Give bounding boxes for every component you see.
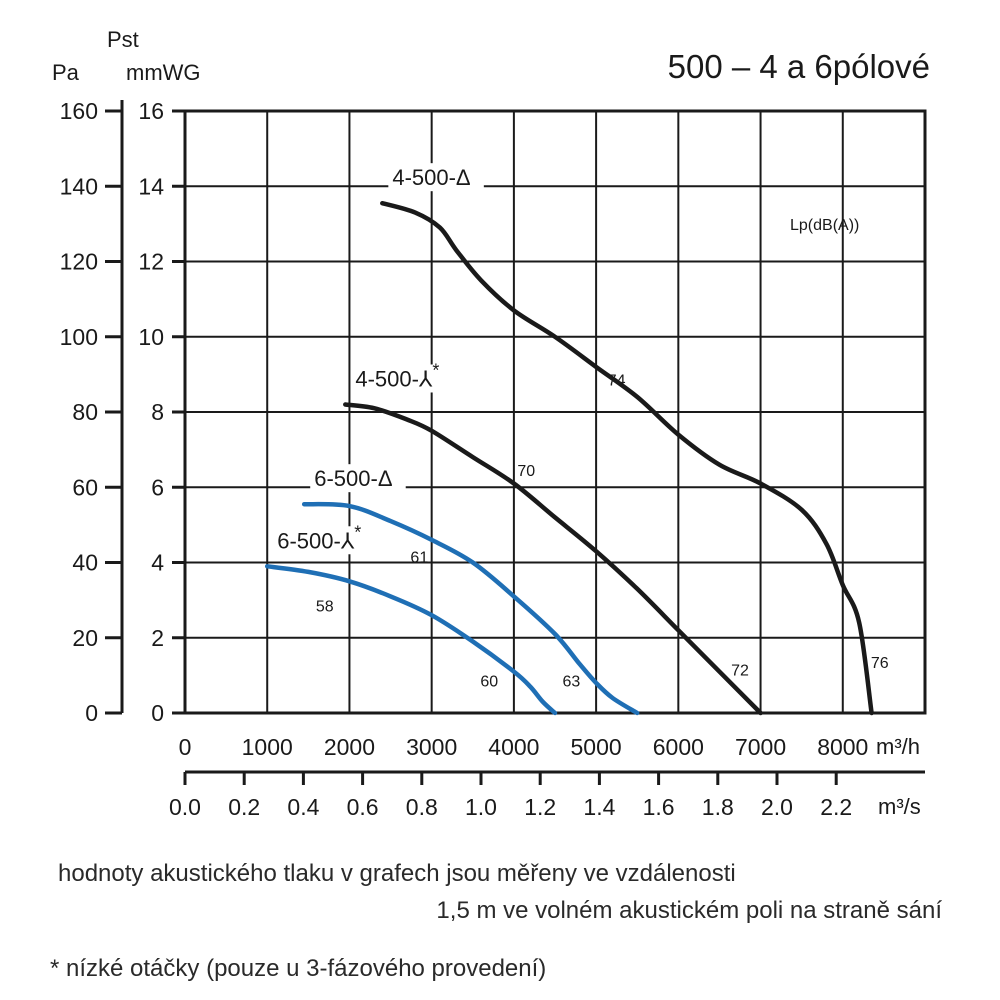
x2-tick-label: 2.0 (761, 794, 793, 820)
y-tick-label-mmwg: 2 (151, 624, 164, 651)
y-tick-label-pa: 160 (59, 98, 98, 124)
curve-label-3: 6-500-Δ (314, 466, 393, 492)
chart-title: 500 – 4 a 6pólové (667, 48, 930, 85)
x2-tick-label: 1.4 (583, 794, 616, 820)
note-line-2: 1,5 m ve volném akustickém poli na straně sání (436, 897, 942, 924)
x2-unit-m3s: m³/s (878, 794, 921, 819)
y-tick-label-mmwg: 0 (151, 700, 164, 726)
footnote: * nízké otáčky (pouze u 3-fázového provedení) (50, 955, 547, 982)
y-tick-label-pa: 60 (72, 474, 98, 501)
x2-tick-label: 1.0 (465, 794, 497, 820)
y-tick-label-pa: 0 (85, 700, 98, 726)
noise-level-label: 72 (731, 662, 749, 680)
y-tick-label-pa: 100 (59, 323, 98, 350)
low-speed-marker: * (354, 522, 362, 543)
y-tick-label-pa: 80 (72, 399, 98, 425)
series-group (267, 203, 871, 713)
y-unit-pa: Pa (52, 60, 79, 85)
x-tick-label: 0 (178, 734, 192, 760)
x-tick-label: 4000 (488, 734, 540, 760)
y-tick-label-mmwg: 4 (151, 549, 164, 576)
x-tick-label: 8000 (817, 734, 869, 760)
low-speed-marker: * (432, 360, 440, 381)
noise-level-label: 60 (480, 673, 499, 691)
curve-label-4: 6-500-⅄* (277, 522, 362, 554)
x-tick-label: 6000 (652, 734, 704, 760)
x-tick-label: 2000 (323, 734, 376, 760)
y-tick-label-pa: 40 (72, 549, 98, 576)
x2-tick-label: 2.2 (820, 794, 853, 820)
noise-level-label: 61 (410, 549, 429, 567)
y-tick-label-mmwg: 14 (138, 173, 164, 200)
curve-label-1: 4-500-Δ (392, 165, 471, 191)
x2-tick-label: 1.8 (701, 794, 734, 820)
noise-level-label: 63 (562, 673, 581, 691)
series-line-1 (382, 203, 871, 713)
x2-tick-label: 0.6 (346, 794, 379, 820)
x2-tick-label: 0.0 (169, 794, 201, 820)
x2-tick-label: 0.8 (405, 794, 438, 820)
noise-level-label: 58 (315, 598, 334, 616)
x-tick-label: 1000 (241, 734, 293, 760)
noise-level-label: 76 (870, 654, 889, 672)
noise-level-label: 74 (607, 372, 626, 390)
noise-level-label: 70 (517, 462, 536, 480)
curve-labels (273, 163, 889, 690)
y-tick-label-mmwg: 6 (151, 474, 164, 501)
x2-tick-label: 1.2 (524, 794, 557, 820)
curve-label-2: 4-500-⅄* (355, 360, 440, 392)
y-tick-label-mmwg: 8 (151, 399, 164, 425)
x2-tick-label: 0.4 (287, 794, 320, 820)
note-line-1: hodnoty akustického tlaku v grafech jsou měřeny ve vzdálenosti (58, 860, 736, 887)
series-line-4 (267, 566, 555, 713)
y-tick-label-mmwg: 10 (138, 323, 164, 350)
y-unit-pst: Pst (107, 27, 139, 52)
x2-tick-label: 0.2 (228, 794, 261, 820)
y-tick-label-pa: 140 (59, 173, 98, 200)
y-tick-label-mmwg: 16 (138, 98, 164, 124)
y-unit-mmwg: mmWG (126, 60, 201, 85)
x-tick-label: 5000 (570, 734, 622, 760)
x2-tick-label: 1.6 (642, 794, 675, 820)
y-tick-label-mmwg: 12 (138, 248, 164, 275)
x-tick-label: 7000 (734, 734, 787, 760)
x-unit-m3h: m³/h (876, 734, 920, 759)
axes (105, 100, 925, 785)
y-tick-label-pa: 120 (59, 248, 98, 275)
grid (185, 111, 925, 713)
y-tick-label-pa: 20 (72, 624, 98, 651)
x-tick-label: 3000 (406, 734, 458, 760)
noise-unit-label: Lp(dB(A)) (790, 217, 860, 234)
